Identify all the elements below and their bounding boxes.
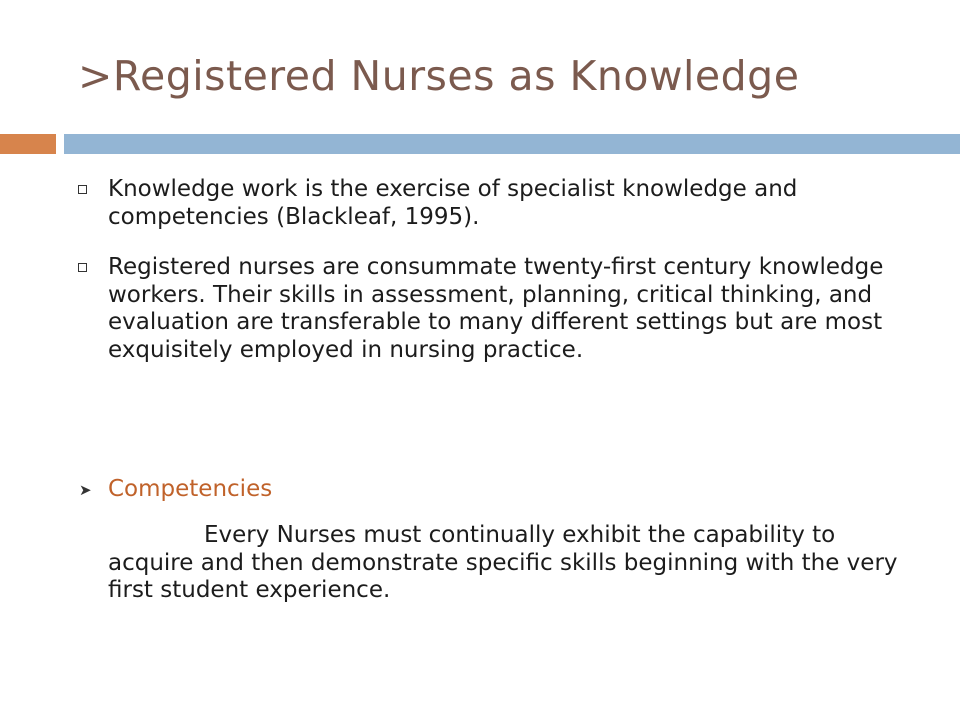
square-bullet-icon: [78, 185, 87, 194]
competencies-paragraph: [108, 522, 908, 605]
arrow-bullet-icon: ➤: [79, 481, 92, 499]
slide-title: >Registered Nurses as Knowledge: [78, 52, 800, 100]
square-bullet-icon: [78, 263, 87, 272]
bullet-item-registered-nurses: [78, 254, 928, 364]
accent-bar-orange: [0, 134, 56, 154]
bullet-text: Registered nurses are consummate twenty-first century knowledge workers. Their skills in assessment, planning, critical thinking, and evaluation are transferable to many different settings but are most exquisitely employed in nursing practice.: [108, 254, 884, 363]
accent-bar-blue: [64, 134, 960, 154]
competencies-text: Every Nurses must continually exhibit the capability to acquire and then demonstrate specific skills beginning with the very first student experience.: [108, 522, 898, 604]
bullet-text: Knowledge work is the exercise of specialist knowledge and competencies (Blackleaf, 1995).: [108, 176, 798, 230]
bullet-item-knowledge-work: [78, 176, 928, 231]
competencies-heading: Competencies: [108, 476, 273, 502]
competencies-item: [78, 476, 928, 504]
